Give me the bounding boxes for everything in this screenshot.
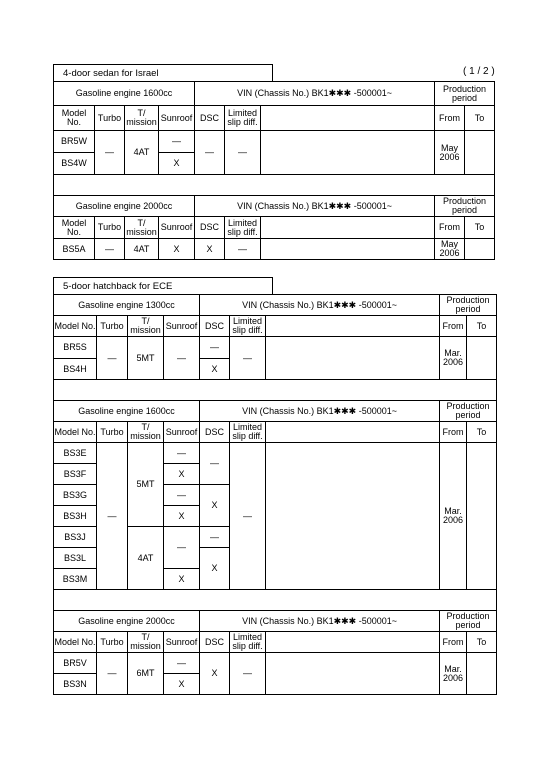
dsc-header: DSC — [195, 106, 225, 131]
lsd-header: Limited slip diff. — [230, 316, 266, 337]
model-cell: BR5W — [54, 131, 95, 153]
engine-label: Gasoline engine 1600cc — [54, 401, 200, 422]
model-cell: BS3N — [54, 674, 97, 695]
vin-label: VIN (Chassis No.) BK1✱✱✱ -500001~ — [195, 196, 435, 217]
lsd-header: Limited slip diff. — [230, 422, 266, 443]
transmission-header: T/ mission — [128, 316, 164, 337]
engine-label: Gasoline engine 2000cc — [54, 611, 200, 632]
blank-cell — [261, 239, 435, 260]
blank-cell — [261, 131, 435, 175]
blank-cell — [266, 316, 440, 337]
transmission-cell: 5MT — [128, 337, 164, 380]
spec-table-sedan-israel — [53, 81, 495, 260]
turbo-header: Turbo — [95, 217, 125, 239]
dsc-cell — [200, 527, 230, 548]
to-header: To — [465, 217, 495, 239]
to-header: To — [465, 106, 495, 131]
lsd-header: Limited slip diff. — [225, 106, 261, 131]
model-cell: BS3G — [54, 485, 97, 506]
from-cell: Mar. 2006 — [440, 337, 467, 380]
turbo-header: Turbo — [95, 106, 125, 131]
vin-label: VIN (Chassis No.) BK1✱✱✱ -500001~ — [200, 611, 440, 632]
sunroof-cell — [164, 485, 200, 506]
spec-table-hatchback-ece — [53, 294, 497, 695]
model-header: Model No. — [54, 217, 95, 239]
turbo-header: Turbo — [97, 316, 128, 337]
vin-label: VIN (Chassis No.) BK1✱✱✱ -500001~ — [200, 401, 440, 422]
sunroof-header: Sunroof — [159, 217, 195, 239]
sunroof-header: Sunroof — [164, 422, 200, 443]
lsd-cell — [225, 131, 261, 175]
lsd-cell — [230, 443, 266, 590]
sunroof-cell: X — [164, 569, 200, 590]
from-cell: Mar. 2006 — [440, 443, 467, 590]
blank-cell — [266, 422, 440, 443]
dsc-header: DSC — [195, 217, 225, 239]
production-period-header: Production period — [435, 82, 495, 106]
blank-cell — [266, 337, 440, 380]
from-cell: Mar. 2006 — [440, 653, 467, 695]
model-cell: BR5V — [54, 653, 97, 674]
sunroof-header: Sunroof — [164, 632, 200, 653]
production-period-header: Production period — [440, 401, 497, 422]
transmission-header: T/ mission — [125, 106, 159, 131]
model-header: Model No. — [54, 106, 95, 131]
turbo-header: Turbo — [97, 632, 128, 653]
sunroof-cell — [164, 527, 200, 569]
sunroof-cell: X — [164, 674, 200, 695]
from-cell: May 2006 — [435, 239, 465, 260]
model-cell: BS3J — [54, 527, 97, 548]
blank-cell — [261, 106, 435, 131]
sunroof-cell — [164, 443, 200, 464]
transmission-cell: 4AT — [125, 239, 159, 260]
lsd-cell — [230, 337, 266, 380]
turbo-cell — [95, 131, 125, 175]
dsc-cell: X — [200, 548, 230, 590]
dsc-cell: X — [200, 653, 230, 695]
turbo-cell — [97, 443, 128, 590]
dsc-cell — [200, 337, 230, 359]
vin-label: VIN (Chassis No.) BK1✱✱✱ -500001~ — [200, 295, 440, 316]
sunroof-cell: X — [159, 153, 195, 175]
dsc-header: DSC — [200, 632, 230, 653]
to-cell — [467, 443, 497, 590]
dsc-cell — [195, 131, 225, 175]
production-period-header: Production period — [435, 196, 495, 217]
to-cell — [467, 337, 497, 380]
model-cell: BS3F — [54, 464, 97, 485]
transmission-header: T/ mission — [126, 217, 157, 237]
from-header: From — [440, 422, 467, 443]
section-title-sedan-israel: 4-door sedan for Israel — [53, 64, 273, 81]
blank-cell — [261, 217, 435, 239]
vin-label: VIN (Chassis No.) BK1✱✱✱ -500001~ — [195, 82, 435, 106]
model-cell: BS4W — [54, 153, 95, 175]
from-cell: May 2006 — [435, 131, 465, 175]
lsd-cell — [225, 239, 261, 260]
dsc-header: DSC — [200, 422, 230, 443]
from-header: From — [435, 106, 465, 131]
model-cell: BS4H — [54, 359, 97, 380]
lsd-header: Limited slip diff. — [230, 632, 266, 653]
turbo-cell — [97, 653, 128, 695]
production-period-header: Production period — [440, 295, 497, 316]
sunroof-cell: X — [159, 239, 195, 260]
transmission-header: T/ mission — [128, 422, 164, 443]
from-header: From — [440, 632, 467, 653]
sunroof-cell — [164, 337, 200, 380]
page-number: ( 1 / 2 ) — [463, 66, 495, 77]
blank-cell — [266, 443, 440, 590]
dsc-cell — [200, 443, 230, 485]
sunroof-header: Sunroof — [159, 106, 195, 131]
engine-label: Gasoline engine 1300cc — [54, 295, 200, 316]
dsc-cell: X — [200, 485, 230, 527]
model-cell: BS3M — [54, 569, 97, 590]
sunroof-header: Sunroof — [164, 316, 200, 337]
transmission-cell: 5MT — [128, 443, 164, 527]
model-cell: BR5S — [54, 337, 97, 359]
sunroof-cell — [159, 131, 195, 153]
model-cell: BS3L — [54, 548, 97, 569]
dsc-header: DSC — [200, 316, 230, 337]
to-header: To — [467, 422, 497, 443]
to-cell — [467, 653, 497, 695]
turbo-cell — [97, 337, 128, 380]
to-header: To — [467, 632, 497, 653]
sunroof-cell — [164, 653, 200, 674]
lsd-header: Limited slip diff. — [225, 217, 261, 239]
engine-label: Gasoline engine 1600cc — [54, 82, 195, 106]
dsc-cell: X — [195, 239, 225, 260]
production-period-header: Production period — [440, 611, 497, 632]
from-header: From — [435, 217, 465, 239]
transmission-cell: 6MT — [128, 653, 164, 695]
to-cell — [465, 131, 495, 175]
model-cell: BS3E — [54, 443, 97, 464]
dsc-cell: X — [200, 359, 230, 380]
transmission-cell: 4AT — [125, 131, 159, 175]
lsd-cell — [230, 653, 266, 695]
section-title-hatchback-ece: 5-door hatchback for ECE — [53, 277, 273, 294]
turbo-cell — [95, 239, 125, 260]
model-header: Model No. — [54, 422, 97, 443]
model-cell: BS5A — [54, 239, 95, 260]
turbo-header: Turbo — [97, 422, 128, 443]
to-header: To — [467, 316, 497, 337]
sunroof-cell: X — [164, 464, 200, 485]
transmission-header: T/ mission — [128, 632, 164, 653]
model-header: Model No. — [54, 316, 97, 337]
to-cell — [465, 239, 495, 260]
sunroof-cell: X — [164, 506, 200, 527]
blank-cell — [266, 653, 440, 695]
model-header: Model No. — [54, 632, 97, 653]
transmission-cell: 4AT — [128, 527, 164, 590]
engine-label: Gasoline engine 2000cc — [54, 196, 195, 217]
blank-cell — [266, 632, 440, 653]
from-header: From — [440, 316, 467, 337]
model-cell: BS3H — [54, 506, 97, 527]
